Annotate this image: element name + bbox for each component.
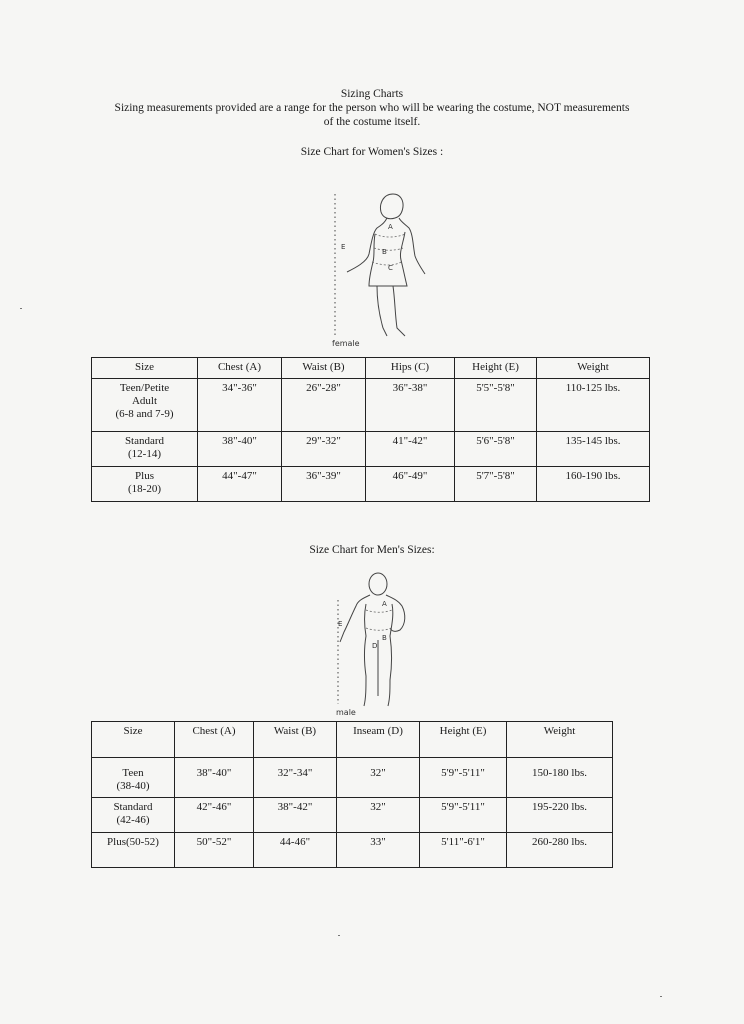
height-cell: 5'9"-5'11" [420, 798, 507, 833]
waist-cell: 29"-32" [282, 432, 366, 467]
column-header: Weight [537, 358, 650, 379]
inseam-cell: 33" [337, 833, 420, 868]
weight-cell: 195-220 lbs. [507, 798, 613, 833]
height-cell: 5'6"-5'8" [455, 432, 537, 467]
column-header: Waist (B) [282, 358, 366, 379]
size-line: Adult [131, 395, 158, 407]
size-line: (6-8 and 7-9) [115, 408, 174, 420]
waist-cell: 32"-34" [254, 758, 337, 798]
size-line: Standard [113, 801, 153, 813]
size-line: (18-20) [128, 483, 161, 495]
women-size-table [91, 357, 650, 502]
column-header: Hips (C) [366, 358, 455, 379]
column-header: Weight [507, 722, 613, 758]
chest-cell: 44"-47" [198, 467, 282, 502]
table-header-row [92, 722, 613, 758]
height-cell: 5'11"-6'1" [420, 833, 507, 868]
inseam-cell: 32" [337, 798, 420, 833]
column-header: Chest (A) [175, 722, 254, 758]
size-line: Teen [122, 767, 144, 779]
chest-cell: 38"-40" [198, 432, 282, 467]
height-cell: 5'7"-5'8" [455, 467, 537, 502]
size-line: Standard [124, 435, 165, 447]
scan-speck [20, 308, 22, 309]
male-label-d: D [372, 642, 378, 650]
column-header: Chest (A) [198, 358, 282, 379]
table-row [92, 833, 613, 868]
size-line: Teen/Petite [119, 382, 170, 394]
column-header: Height (E) [420, 722, 507, 758]
hips-cell: 46"-49" [366, 467, 455, 502]
table-header-row [92, 358, 650, 379]
male-label-b: B [382, 634, 387, 642]
inseam-cell: 32" [337, 758, 420, 798]
scan-speck [338, 935, 340, 936]
scan-speck [660, 996, 662, 997]
size-cell [92, 758, 175, 798]
column-header: Size [92, 722, 175, 758]
chest-cell: 42"-46" [175, 798, 254, 833]
chest-cell: 50"-52" [175, 833, 254, 868]
size-cell [92, 467, 198, 502]
column-header: Inseam (D) [337, 722, 420, 758]
male-label-a: A [382, 600, 387, 608]
column-header: Size [92, 358, 198, 379]
female-caption: female [332, 339, 360, 348]
women-section-title: Size Chart for Women's Sizes : [300, 146, 444, 158]
weight-cell: 260-280 lbs. [507, 833, 613, 868]
size-line: (42-46) [116, 814, 150, 826]
size-cell [92, 379, 198, 432]
men-section-title: Size Chart for Men's Sizes: [309, 544, 435, 556]
hips-cell: 36"-38" [366, 379, 455, 432]
chest-cell: 38"-40" [175, 758, 254, 798]
size-line: (12-14) [128, 448, 161, 460]
waist-cell: 44-46" [254, 833, 337, 868]
column-header: Waist (B) [254, 722, 337, 758]
table-row [92, 467, 650, 502]
male-caption: male [336, 708, 356, 717]
weight-cell: 110-125 lbs. [537, 379, 650, 432]
document-title: Sizing Charts [340, 88, 404, 100]
table-row [92, 758, 613, 798]
female-figure-illustration [325, 188, 435, 350]
weight-cell: 160-190 lbs. [537, 467, 650, 502]
hips-cell: 41"-42" [366, 432, 455, 467]
female-label-c: C [388, 264, 393, 272]
waist-cell: 26"-28" [282, 379, 366, 432]
waist-cell: 36"-39" [282, 467, 366, 502]
document-subtitle: Sizing measurements provided are a range for the person who will be wearing the costume, NOT measurements of the costume itself. [114, 102, 630, 128]
size-line: (38-40) [116, 780, 150, 792]
table-row [92, 432, 650, 467]
male-figure-illustration [330, 570, 420, 718]
column-header: Height (E) [455, 358, 537, 379]
size-cell [92, 432, 198, 467]
height-cell: 5'5"-5'8" [455, 379, 537, 432]
size-cell [92, 833, 175, 868]
weight-cell: 135-145 lbs. [537, 432, 650, 467]
waist-cell: 38"-42" [254, 798, 337, 833]
size-cell [92, 798, 175, 833]
female-label-e: E [341, 243, 346, 251]
chest-cell: 34"-36" [198, 379, 282, 432]
size-line: Plus(50-52) [107, 836, 159, 848]
height-cell: 5'9"-5'11" [420, 758, 507, 798]
table-row [92, 379, 650, 432]
male-label-e: E [338, 620, 343, 628]
weight-cell: 150-180 lbs. [507, 758, 613, 798]
female-label-b: B [382, 248, 387, 256]
table-row [92, 798, 613, 833]
men-size-table [91, 721, 613, 868]
size-line: Plus [135, 470, 154, 482]
female-label-a: A [388, 223, 393, 231]
